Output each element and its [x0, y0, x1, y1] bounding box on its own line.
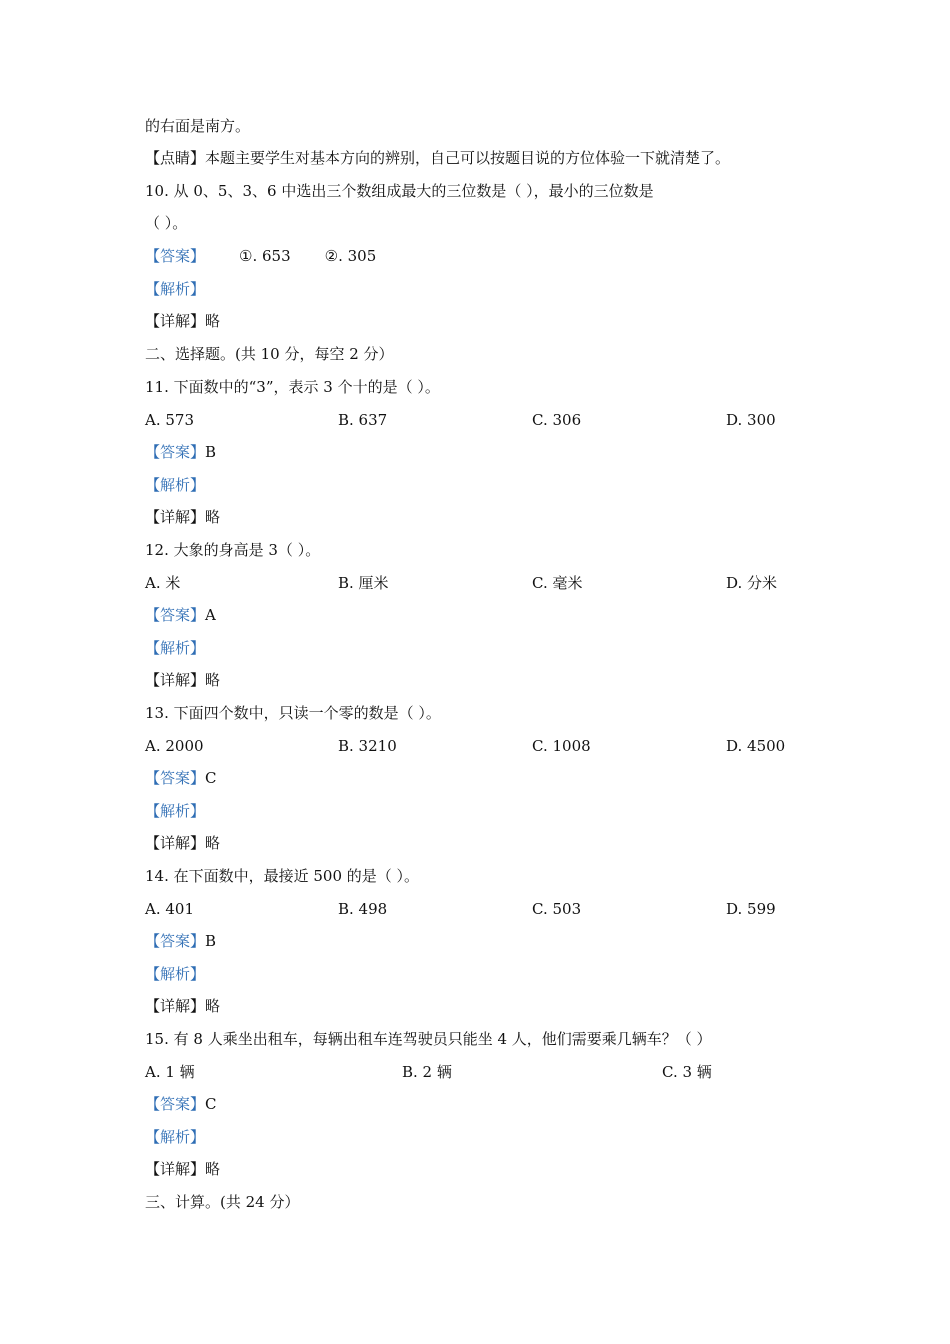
section-2-title: 二、选择题。(共 10 分，每空 2 分）	[145, 345, 394, 363]
detail-text: 略	[205, 997, 221, 1015]
answer-label: 【答案】	[145, 443, 206, 461]
text-line: 的右面是南方。	[145, 117, 251, 135]
detail-text: 略	[205, 508, 221, 526]
question-12-answer	[145, 605, 216, 625]
detail-text: 略	[205, 312, 221, 330]
question-12-option-c: C. 毫米	[532, 574, 583, 592]
answer-label: 【答案】	[145, 932, 206, 950]
tip-line	[145, 148, 730, 168]
detail-label: 【详解】	[145, 1160, 206, 1178]
detail-label: 【详解】	[145, 834, 206, 852]
question-13-answer	[145, 768, 217, 788]
question-10-answer	[145, 246, 376, 266]
question-15-analysis-label: 【解析】	[145, 1128, 206, 1146]
answer-label: 【答案】	[145, 1095, 206, 1113]
detail-label: 【详解】	[145, 671, 206, 689]
detail-text: 略	[205, 671, 221, 689]
question-12-option-b: B. 厘米	[338, 574, 389, 592]
question-15-option-b: B. 2 辆	[402, 1063, 452, 1081]
answer-value: C	[205, 1095, 217, 1113]
answer-label: 【答案】	[145, 769, 206, 787]
question-12-option-a: A. 米	[145, 574, 181, 592]
question-14-option-a: A. 401	[145, 900, 194, 918]
detail-label: 【详解】	[145, 312, 206, 330]
question-13-option-a: A. 2000	[145, 737, 204, 755]
question-10-detail	[145, 311, 220, 331]
question-15-detail	[145, 1159, 220, 1179]
question-10-stem-cont: （ ）。	[145, 214, 188, 232]
question-10-stem: 10. 从 0、5、3、6 中选出三个数组成最大的三位数是（ ），最小的三位数是	[145, 182, 654, 200]
question-11-analysis-label: 【解析】	[145, 476, 206, 494]
answer-value: C	[205, 769, 217, 787]
question-11-stem: 11. 下面数中的“3”，表示 3 个十的是（ ）。	[145, 378, 440, 396]
tip-text: 本题主要学生对基本方向的辨别，自己可以按题目说的方位体验一下就清楚了。	[205, 149, 731, 167]
question-12-analysis-label: 【解析】	[145, 639, 206, 657]
question-13-option-b: B. 3210	[338, 737, 397, 755]
detail-text: 略	[205, 834, 221, 852]
question-14-analysis-label: 【解析】	[145, 965, 206, 983]
answer-value: B	[205, 443, 217, 461]
answer-value-2: ②. 305	[324, 247, 377, 265]
question-15-option-c: C. 3 辆	[662, 1063, 712, 1081]
question-12-detail	[145, 670, 220, 690]
question-15-stem: 15. 有 8 人乘坐出租车，每辆出租车连驾驶员只能坐 4 人，他们需要乘几辆车？（ ）	[145, 1030, 712, 1048]
question-11-answer	[145, 442, 216, 462]
question-11-option-d: D. 300	[726, 411, 776, 429]
question-14-detail	[145, 996, 220, 1016]
detail-label: 【详解】	[145, 997, 206, 1015]
detail-label: 【详解】	[145, 508, 206, 526]
detail-text: 略	[205, 1160, 221, 1178]
question-14-option-b: B. 498	[338, 900, 388, 918]
question-12-stem: 12. 大象的身高是 3（ ）。	[145, 541, 321, 559]
answer-value: B	[205, 932, 217, 950]
question-11-option-c: C. 306	[532, 411, 582, 429]
tip-label: 【点睛】	[145, 149, 206, 167]
section-3-title: 三、计算。(共 24 分）	[145, 1193, 300, 1211]
question-13-analysis-label: 【解析】	[145, 802, 206, 820]
question-15-option-a: A. 1 辆	[145, 1063, 195, 1081]
question-13-option-c: C. 1008	[532, 737, 591, 755]
answer-value: A	[205, 606, 216, 624]
question-12-option-d: D. 分米	[726, 574, 778, 592]
question-13-detail	[145, 833, 220, 853]
answer-value-1: ①. 653	[239, 247, 291, 265]
question-13-stem: 13. 下面四个数中，只读一个零的数是（ ）。	[145, 704, 441, 722]
answer-label: 【答案】	[145, 247, 206, 265]
question-11-option-b: B. 637	[338, 411, 388, 429]
answer-label: 【答案】	[145, 606, 206, 624]
question-14-option-c: C. 503	[532, 900, 582, 918]
question-11-detail	[145, 507, 220, 527]
question-10-analysis-label: 【解析】	[145, 280, 206, 298]
question-14-option-d: D. 599	[726, 900, 776, 918]
question-14-stem: 14. 在下面数中，最接近 500 的是（ ）。	[145, 867, 420, 885]
question-11-option-a: A. 573	[145, 411, 194, 429]
question-13-option-d: D. 4500	[726, 737, 786, 755]
question-14-answer	[145, 931, 216, 951]
question-15-answer	[145, 1094, 217, 1114]
